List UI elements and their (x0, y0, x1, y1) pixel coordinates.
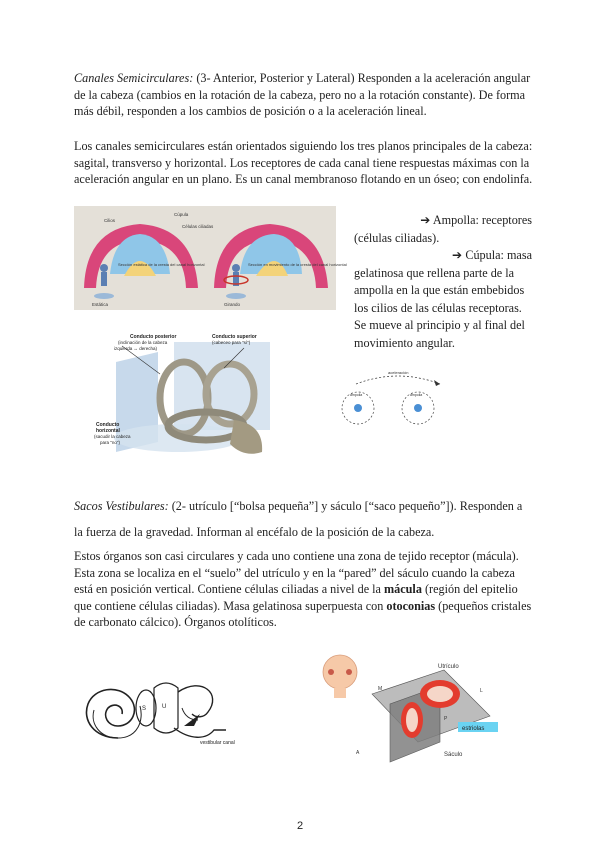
label-rotation-top: aceleración (388, 370, 409, 375)
semicircular-intro (74, 70, 534, 120)
label-striolas: estriolas (462, 726, 485, 732)
ampolla-line2: (células ciliadas). (354, 230, 440, 245)
label-utriculo: Utrículo (438, 664, 459, 670)
ampolla-line1: ➔ Ampolla: receptores (420, 213, 532, 227)
label-p: P (444, 716, 448, 722)
label-rotation-right: ampolla (410, 393, 423, 397)
otoconias-term: otoconias (386, 598, 436, 613)
vestibular-text1: (2- utrículo [“bolsa pequeña”] y sáculo [“saco pequeño”]). Responden a la fuerza de la gravedad. Informan al encéfalo de la posición de la cabeza. (74, 499, 523, 539)
page-number: 2 (296, 820, 304, 832)
label-celulas-ciliadas: Células ciliadas (182, 224, 214, 229)
label-posterior-title: Conducto posterior (130, 334, 177, 340)
label-superior-title: Conducto superior (212, 334, 257, 340)
vestibular-intro (74, 493, 534, 545)
vestibular-term: Sacos Vestibulares: (74, 499, 169, 513)
label-horizontal-detail2: para "no") (100, 440, 120, 445)
arrow-icon: ➔ (420, 213, 431, 227)
semicircular-planes: Los canales semicirculares están orientados siguiendo los tres planos principales de la cabeza: sagital, transverso y horizontal. Los receptores de cada canal tiene respuestas máximas con la aceleración angular en un plano. Es un canal membranoso flotando en un óseo; con endolinfa. (74, 139, 533, 186)
label-m: M (378, 686, 383, 692)
label-saculo: Sáculo (444, 752, 463, 758)
rotation-figure (336, 366, 462, 436)
cupula-description: gelatinosa que rellena parte de la ampolla en la que están embebidos los cilios de las células receptoras. Se mueve al principio y al final del movimiento angular. (354, 265, 525, 350)
label-horizontal-detail: (sacudir la cabeza (94, 434, 131, 439)
macula-term: mácula (384, 582, 422, 596)
semicircular-text1: (3- Anterior, Posterior y Lateral) Responden a la aceleración angular de la cabeza (cambios en la rotación de la cabeza, pero no a la rotación constante). De forma más débil, responden a los cambios de posición o a la aceleración lineal. (74, 71, 531, 118)
side-notes (354, 212, 532, 352)
arrow-icon: ➔ (452, 248, 463, 262)
label-posterior-detail: (inclinación de la cabeza (118, 340, 168, 345)
cupula-line1: ➔ Cúpula: masa (452, 248, 532, 262)
label-girando: Girando (224, 302, 241, 307)
label-cupula: Cúpula (174, 212, 189, 217)
label-superior-detail: (cabeceo para "sí") (212, 340, 251, 345)
label-cilios: Cilios (104, 218, 116, 223)
label-s: S (142, 706, 147, 712)
ear-figure (74, 668, 246, 774)
semicircular-term: Canales Semicirculares: (74, 71, 194, 85)
otolith-figure (320, 650, 516, 766)
cupula-figure (74, 206, 347, 310)
label-horizontal-title: Conducto (96, 422, 120, 428)
label-u: U (162, 704, 167, 710)
label-a: A (356, 750, 360, 756)
label-seccion-movimiento: Sección en movimiento de la cresta del canal horizontal (248, 262, 347, 267)
label-l: L (480, 688, 483, 694)
label-horizontal-title2: horizontal (96, 428, 120, 434)
label-rotation-left: ampolla (350, 393, 363, 397)
label-estatica: Estática (92, 302, 109, 307)
label-seccion-estatica: Sección estática de la cresta del canal horizontal (118, 262, 205, 267)
label-posterior-detail2: izquierda ↔ derecha) (114, 346, 158, 351)
vestibular-detail: Estos órganos son casi circulares y cada uno contiene una zona de tejido receptor (mácula). Esta zona se localiza en el “suelo” del utrículo y en la “pared” del sáculo cuando la cabeza está en posición vertical. Contiene células ciliadas a nivel de la mácula (región del epitelio que contiene células ciliadas). Masa gelatinosa superpuesta con otoconias (pequeños cristales de carbonato cálcico). Órganos otolíticos. (74, 549, 532, 629)
canals-figure (94, 334, 290, 458)
label-vestibular-canal: vestibular canal (200, 740, 235, 746)
